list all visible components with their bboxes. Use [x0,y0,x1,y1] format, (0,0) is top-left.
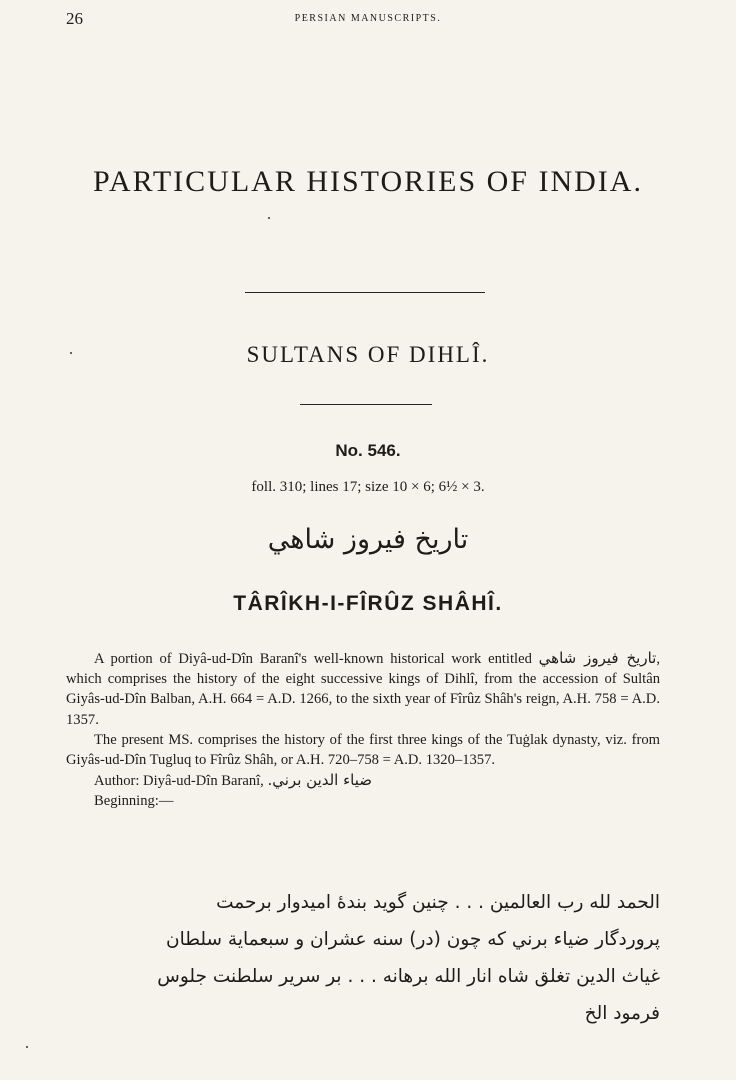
beginning-label: Beginning:— [94,793,174,810]
arabic-line: غياث الدين تغلق شاه انار الله برهانه . . . بر سرير سلطنت جلوس [157,966,660,987]
inline-arabic-title: تاريخ فيروز شاهي [538,649,657,667]
arabic-excerpt [66,884,660,1032]
subsection-title: SULTANS OF DIHLÎ. [246,342,490,367]
body-text [66,648,660,812]
paragraph-portion [66,648,660,730]
paper-speck [70,352,72,354]
paragraph-text: , which comprises the history of the eight successive kings of Dihlî, from the accession of Sultân Giyâs-ud-Dîn Balban, A.H. 664 = A.D. 1266, to the sixth year of Fîrûz Shâh's reign, A.H. 758 = A.D. 1357. [66,651,660,728]
divider-rule [245,292,485,293]
section-title-text: PARTICULAR HISTORIES OF INDIA. [93,165,643,198]
author-arabic: ضياء الدين برني. [267,771,373,790]
author-line [66,770,660,791]
arabic-line: الحمد لله رب العالمين . . . چنين گويد بندهٔ اميدوار برحمت [216,892,660,913]
manuscript-number: No. 546. [335,441,401,460]
paper-speck [268,217,270,219]
section-title [0,155,736,208]
paragraph-text: A portion of Diyâ-ud-Dîn Baranî's well-known historical work entitled [94,651,532,667]
title-transliterated: TÂRÎKH-I-FÎRÛZ SHÂHÎ. [233,592,503,615]
page-number: 26 [66,9,83,28]
paper-speck [26,1046,28,1048]
paragraph-present-ms: The present MS. comprises the history of the first three kings of the Tuġlak dynasty, viz. from Giyâs-ud-Dîn Tugluq to Fîrûz Shâh, or A.H. 720–758 = A.D. 1320–1357. [66,731,660,769]
divider-rule [300,404,432,405]
arabic-line: پروردگار ضياء برني كه چون (در) سنه عشران و سبعماية سلطان [166,929,660,950]
title-arabic: تاريخ فيروز شاهي [267,524,469,555]
running-title: PERSIAN MANUSCRIPTS. [294,13,442,24]
author-label: Author: Diyâ-ud-Dîn Baranî, [94,773,264,790]
arabic-line: فرمود الخ [584,1003,660,1024]
manuscript-description: foll. 310; lines 17; size 10 × 6; 6½ × 3. [251,479,485,495]
